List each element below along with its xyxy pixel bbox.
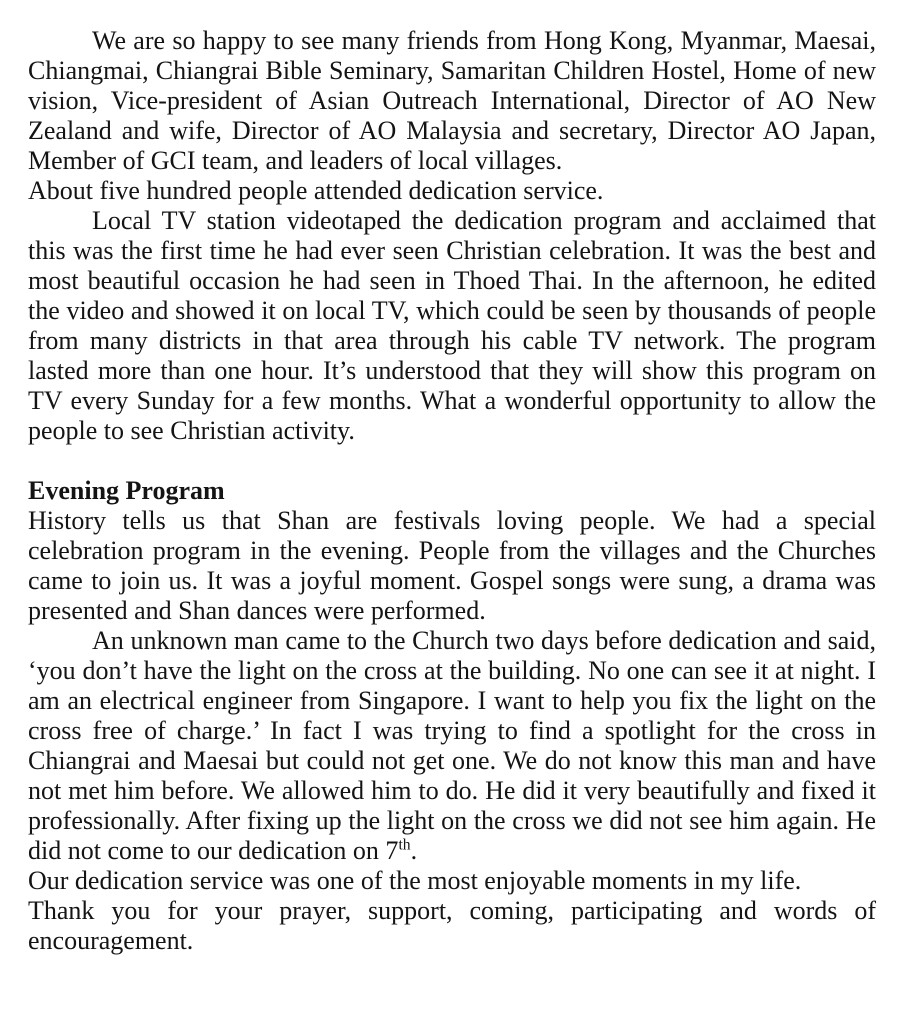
line-attendance-text: About five hundred people attended dedication service. (28, 176, 604, 205)
paragraph-thanks-text: Thank you for your prayer, support, coming, participating and words of encouragement. (28, 896, 876, 955)
paragraph-local-tv (28, 206, 876, 446)
paragraph-unknown-man-text: An unknown man came to the Church two days before dedication and said, ‘you don’t have the light on the cross at the building. No one can see it at night. I am an electrical engineer from Singapore. I want to help you fix the light on the cross free of charge.’ In fact I was trying to find a spotlight for the cross in Chiangrai and Maesai but could not get one. We do not know this man and have not met him before. We allowed him to do. He did it very beautifully and fixed it professionally. After fixing up the light on the cross we did not see him again. He did not come to our dedication on 7 (28, 626, 876, 865)
line-attendance (28, 176, 876, 206)
paragraph-thanks (28, 896, 876, 956)
paragraph-unknown-man-tail: . (410, 836, 418, 865)
paragraph-friends (28, 26, 876, 176)
line-dedication-service-text: Our dedication service was one of the most enjoyable moments in my life. (28, 866, 802, 895)
paragraph-friends-text: We are so happy to see many friends from Hong Kong, Myanmar, Maesai, Chiangmai, Chiangrai Bible Seminary, Samaritan Children Hostel, Home of new vision, Vice-president of Asian Outreach International, Director of AO New Zealand and wife, Director of AO Malaysia and secretary, Director AO Japan, Member of GCI team, and leaders of local villages. (28, 26, 876, 175)
line-dedication-service (28, 866, 876, 896)
ordinal-superscript: th (398, 836, 411, 854)
paragraph-unknown-man (28, 626, 876, 866)
heading-evening-program: Evening Program (28, 476, 225, 505)
paragraph-history (28, 506, 876, 626)
paragraph-local-tv-text: Local TV station videotaped the dedication program and acclaimed that this was the first time he had ever seen Christian celebration. It was the best and most beautiful occasion he had seen in Thoed Thai. In the afternoon, he edited the video and showed it on local TV, which could be seen by thousands of people from many districts in that area through his cable TV network. The program lasted more than one hour. It’s understood that they will show this program on TV every Sunday for a few months. What a wonderful opportunity to allow the people to see Christian activity. (28, 206, 876, 445)
paragraph-history-text: History tells us that Shan are festivals loving people. We had a special celebration program in the evening. People from the villages and the Churches came to join us. It was a joyful moment. Gospel songs were sung, a drama was presented and Shan dances were performed. (28, 506, 876, 625)
